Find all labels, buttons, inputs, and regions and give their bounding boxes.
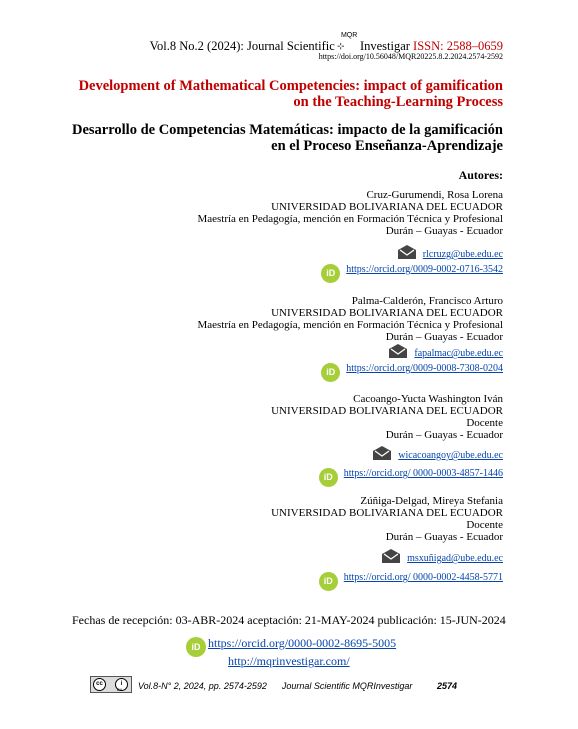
- author-orcid-row: [319, 468, 503, 487]
- orcid-icon: iD: [319, 572, 338, 591]
- envelope-icon: [372, 446, 392, 461]
- author-orcid-row: [319, 572, 503, 591]
- orcid-icon: iD: [319, 468, 338, 487]
- author-location: Durán – Guayas - Ecuador: [385, 531, 503, 543]
- title-spanish: Desarrollo de Competencias Matemáticas: impacto de la gamificación en el Proceso Enseñanza-Aprendizaje: [71, 122, 503, 154]
- author-orcid-link[interactable]: https://orcid.org/0009-0002-0716-3542: [346, 264, 503, 275]
- author-university: UNIVERSIDAD BOLIVARIANA DEL ECUADOR: [271, 307, 503, 319]
- author-email-link[interactable]: msxuñigad@ube.edu.ec: [407, 553, 503, 564]
- author-block: [271, 393, 503, 441]
- author-email-row: [388, 344, 503, 359]
- author-orcid-row: [321, 264, 503, 283]
- author-role: Maestría en Pedagogía, mención en Formación Técnica y Profesional: [197, 213, 503, 225]
- author-email-link[interactable]: wicacoangoy@ube.edu.ec: [398, 450, 503, 461]
- issn: ISSN: 2588–0659: [413, 39, 503, 53]
- journal-url-link[interactable]: http://mqrinvestigar.com/: [228, 654, 350, 668]
- footer-journal: Journal Scientific MQRInvestigar: [281, 681, 413, 691]
- envelope-icon: [381, 549, 401, 564]
- author-university: UNIVERSIDAD BOLIVARIANA DEL ECUADOR: [271, 405, 503, 417]
- envelope-icon: [388, 344, 408, 359]
- author-orcid-link[interactable]: https://orcid.org/0009-0008-7308-0204: [346, 363, 503, 374]
- footer-citation: Vol.8-N° 2, 2024, pp. 2574-2592: [138, 681, 267, 691]
- author-email-row: [397, 245, 503, 260]
- creative-commons-icon: cc i BY: [90, 676, 132, 693]
- author-orcid-link[interactable]: https://orcid.org/ 0000-0002-4458-5771: [343, 572, 503, 583]
- author-name: Cruz-Gurumendi, Rosa Lorena: [366, 189, 503, 201]
- author-location: Durán – Guayas - Ecuador: [385, 429, 503, 441]
- title-english: Development of Mathematical Competencies: impact of gamification on the Teaching-Learning Process: [78, 78, 503, 110]
- orcid-icon: iD: [321, 363, 340, 382]
- doi: https://doi.org/10.56048/MQR20225.8.2.2024.2574-2592: [318, 52, 503, 61]
- author-block: [197, 189, 503, 237]
- author-university: UNIVERSIDAD BOLIVARIANA DEL ECUADOR: [271, 507, 503, 519]
- page-number: 2574: [436, 681, 457, 691]
- author-name: Zúñiga-Delgad, Mireya Stefania: [360, 495, 503, 507]
- journal-citation: Vol.8 No.2 (2024): Journal Scientific: [149, 39, 335, 53]
- orcid-icon: iD: [186, 637, 206, 657]
- author-email-row: [372, 446, 503, 461]
- author-block: [271, 495, 503, 543]
- author-university: UNIVERSIDAD BOLIVARIANA DEL ECUADOR: [271, 201, 503, 213]
- author-location: Durán – Guayas - Ecuador: [385, 225, 503, 237]
- authors-label: Autores:: [458, 168, 503, 182]
- author-role: Docente: [466, 417, 503, 429]
- author-orcid-link[interactable]: https://orcid.org/ 0000-0003-4857-1446: [343, 468, 503, 479]
- orcid-icon: iD: [321, 264, 340, 283]
- author-role: Maestría en Pedagogía, mención en Formación Técnica y Profesional: [197, 319, 503, 331]
- author-email-link[interactable]: rlcruzg@ube.edu.ec: [422, 249, 503, 260]
- envelope-icon: [397, 245, 417, 260]
- mqr-logo: MQR ⊹: [336, 32, 358, 51]
- author-orcid-row: [321, 363, 503, 382]
- journal-orcid-link[interactable]: https://orcid.org/0000-0002-8695-5005: [208, 636, 397, 650]
- author-name: Cacoango-Yucta Washington Iván: [353, 393, 503, 405]
- author-email-row: [381, 549, 503, 564]
- author-block: [197, 295, 503, 343]
- publication-dates: Fechas de recepción: 03-ABR-2024 aceptación: 21-MAY-2024 publicación: 15-JUN-2024: [72, 613, 506, 627]
- page-footer: [90, 676, 457, 693]
- author-email-link[interactable]: fapalmac@ube.edu.ec: [414, 348, 503, 359]
- author-location: Durán – Guayas - Ecuador: [385, 331, 503, 343]
- author-name: Palma-Calderón, Francisco Arturo: [351, 295, 503, 307]
- journal-url-row: [228, 654, 350, 669]
- author-role: Docente: [466, 519, 503, 531]
- journal-investigar: Investigar: [359, 39, 410, 53]
